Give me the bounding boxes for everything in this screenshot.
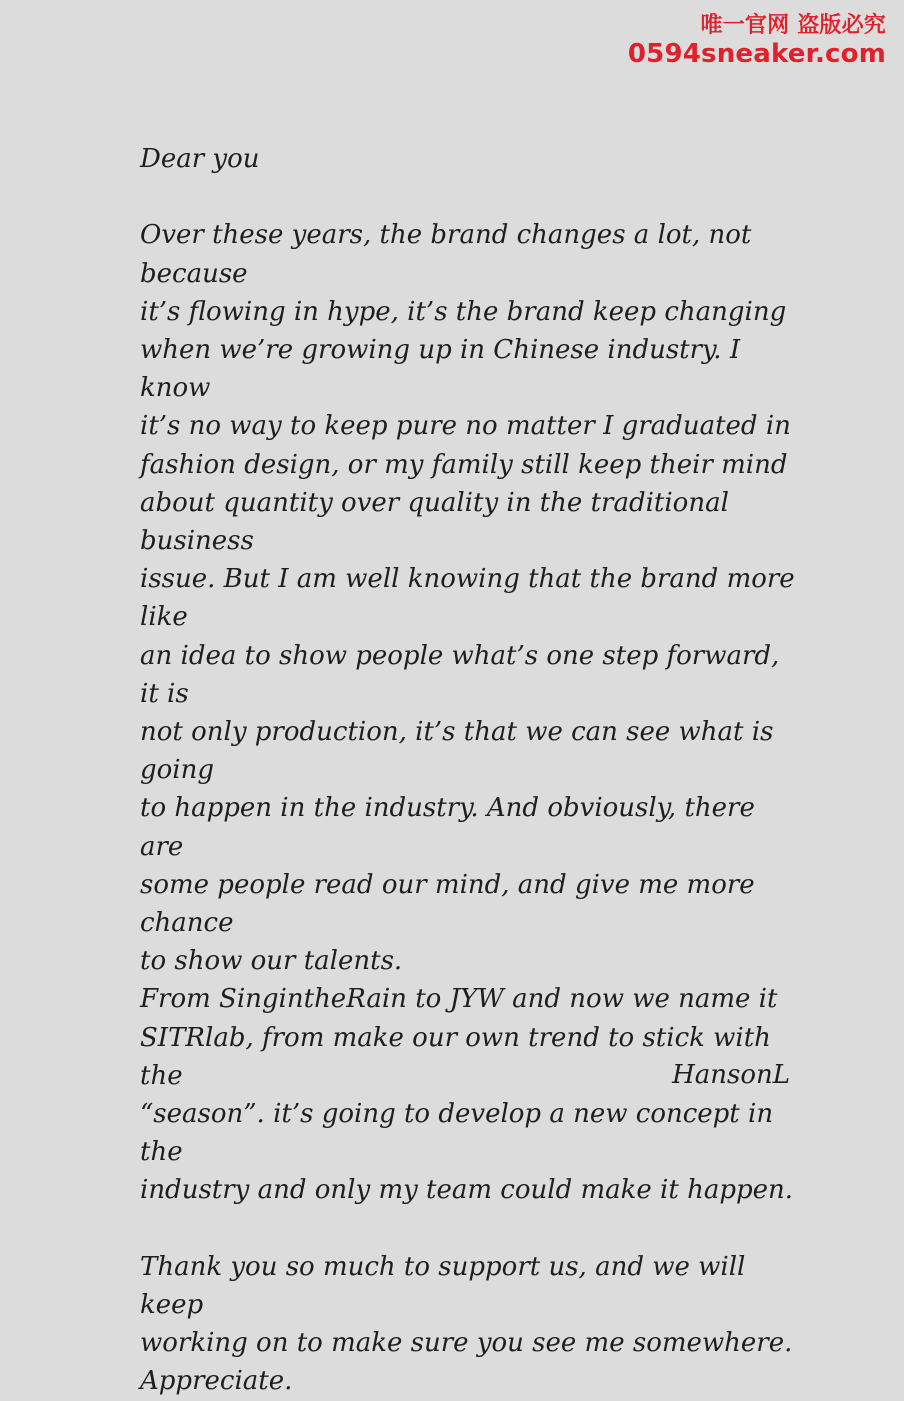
paragraph-gap xyxy=(140,178,800,216)
signature: HansonL xyxy=(672,1060,790,1090)
letter-body xyxy=(140,140,800,1401)
watermark-chinese-text: 唯一官网 盗版必究 xyxy=(700,13,886,38)
paragraph-1: Over these years, the brand changes a lot, not because it’s flowing in hype, it’s the brand keep changing when we’re growing up in Chinese industry. I know it’s no way to keep pure no matter I graduated in fashion design, or my family still keep their mind about quantity over quality in the traditional business issue. But I am well knowing that the brand more like an idea to show people what’s one step forward, it is not only production, it’s that we can see what is going to happen in the industry. And obviously, there are some people read our mind, and give me more chance to show our talents. xyxy=(140,220,795,977)
watermark-site: 0594sneaker.com xyxy=(627,39,886,70)
paragraph-2: From SingintheRain to JYW and now we name it SITRlab, from make our own trend to stick with the “season”. it’s going to develop a new concept in the industry and only my team could make it happen. xyxy=(140,984,794,1206)
salutation: Dear you xyxy=(140,144,260,174)
paragraph-3: Thank you so much to support us, and we will keep working on to make sure you see me somewhere. Appreciate. xyxy=(140,1251,793,1397)
watermark xyxy=(628,14,886,68)
paragraph-gap xyxy=(140,1210,800,1248)
